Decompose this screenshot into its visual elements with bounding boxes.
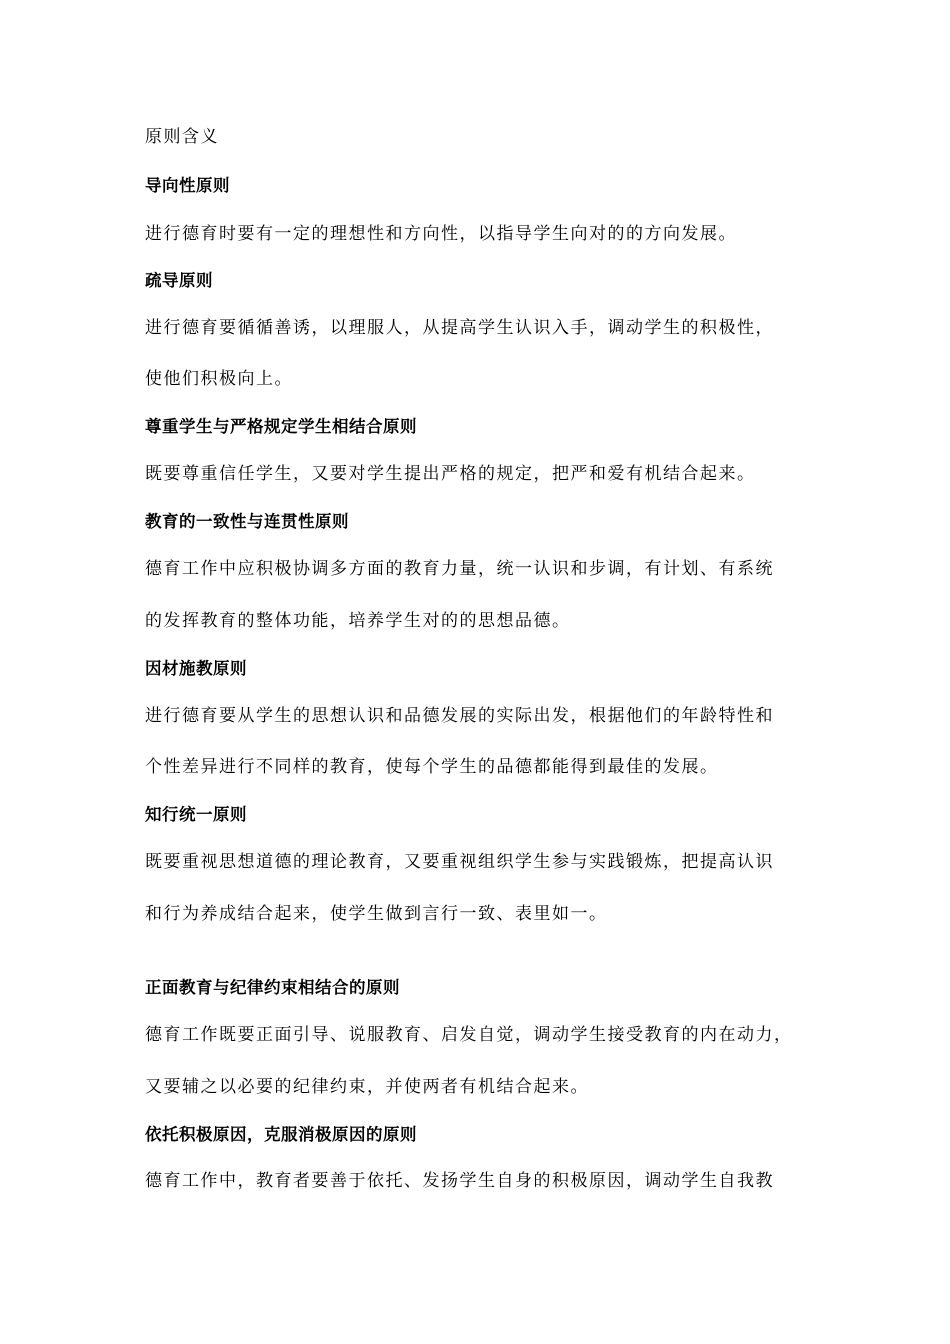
intro-line: 原则含义 [145,127,219,147]
paragraph-line: 又要辅之以必要的纪律约束，并使两者有机结合起来。 [145,1077,589,1097]
section-heading: 教育的一致性与连贯性原则 [145,512,349,531]
section-heading: 依托积极原因，克服消极原因的原则 [145,1125,417,1144]
paragraph-line: 进行德育时要有一定的理想性和方向性，以指导学生向对的的方向发展。 [145,224,737,244]
paragraph-line: 进行德育要从学生的思想认识和品德发展的实际出发，根据他们的年龄特性和 [145,706,774,726]
paragraph-line: 德育工作中，教育者要善于依托、发扬学生自身的积极原因，调动学生自我教 [145,1171,774,1191]
paragraph-line: 使他们积极向上。 [145,369,293,389]
paragraph-line: 既要尊重信任学生，又要对学生提出严格的规定，把严和爱有机结合起来。 [145,464,756,484]
section-heading: 正面教育与纪律约束相结合的原则 [145,978,400,997]
section-heading: 导向性原则 [145,176,230,195]
section-heading: 疏导原则 [145,271,213,290]
paragraph-line: 德育工作既要正面引导、说服教育、启发自觉，调动学生接受教育的内在动力， [145,1025,793,1045]
paragraph-line: 个性差异进行不同样的教育，使每个学生的品德都能得到最佳的发展。 [145,757,719,777]
section-heading: 知行统一原则 [145,805,247,824]
paragraph-line: 既要重视思想道德的理论教育，又要重视组织学生参与实践锻炼，把提高认识 [145,852,774,872]
section-heading: 尊重学生与严格规定学生相结合原则 [145,417,417,436]
section-heading: 因材施教原则 [145,659,247,678]
paragraph-line: 和行为养成结合起来，使学生做到言行一致、表里如一。 [145,904,608,924]
paragraph-line: 德育工作中应积极协调多方面的教育力量，统一认识和步调，有计划、有系统 [145,559,774,579]
paragraph-line: 的发挥教育的整体功能，培养学生对的的思想品德。 [145,611,571,631]
paragraph-line: 进行德育要循循善诱，以理服人，从提高学生认识入手，调动学生的积极性， [145,318,774,338]
